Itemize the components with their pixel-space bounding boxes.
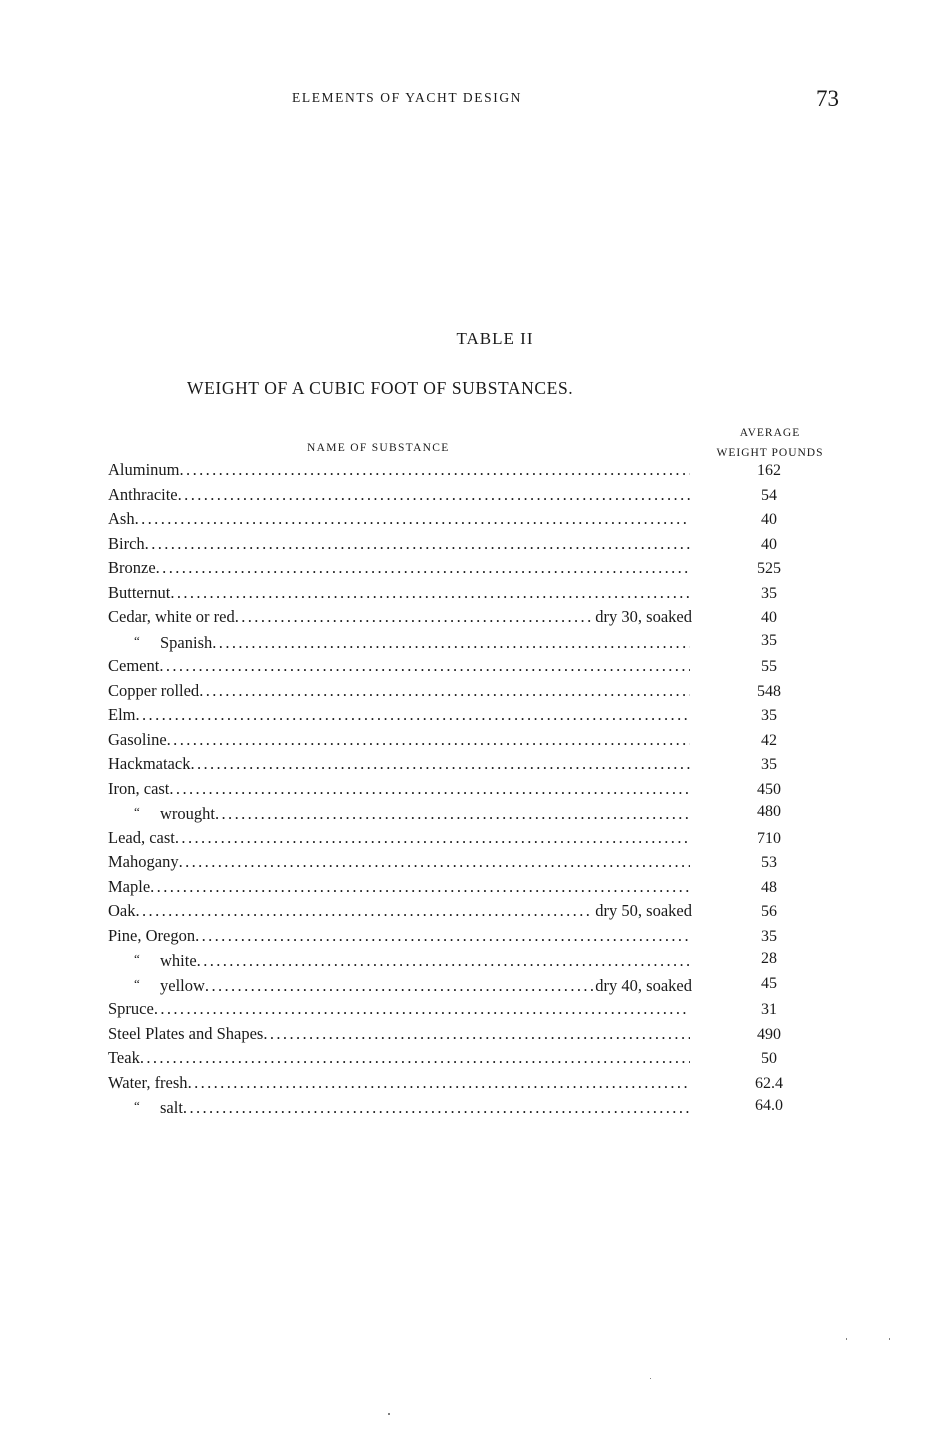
ditto-mark: “	[134, 804, 140, 819]
dot-leader	[154, 999, 690, 1019]
table-row	[108, 583, 848, 608]
dot-leader	[150, 877, 690, 897]
weight-value: 40	[761, 535, 777, 553]
table-row	[108, 754, 848, 779]
dot-leader	[159, 656, 690, 676]
table-row	[108, 607, 848, 632]
dot-leader	[169, 779, 690, 799]
weight-value: 54	[761, 486, 777, 504]
dot-leader	[197, 951, 690, 971]
table-row	[108, 656, 848, 681]
substance-cell	[108, 509, 692, 529]
weight-value: 56	[761, 903, 777, 920]
table-row	[108, 999, 848, 1024]
substance-cell	[108, 534, 692, 554]
substance-name: Mahogany	[108, 852, 179, 871]
dot-leader	[188, 1073, 690, 1093]
dot-leader	[235, 607, 594, 627]
weight-value: 64.0	[755, 1097, 783, 1114]
dot-leader	[180, 460, 690, 480]
substance-name: Pine, Oregon	[108, 925, 196, 945]
weight-value: 40	[761, 609, 777, 626]
weight-value: 525	[757, 560, 781, 577]
substance-cell	[108, 951, 692, 971]
substance-cell	[108, 558, 692, 578]
weight-value: 710	[757, 829, 781, 847]
dot-leader	[263, 1024, 690, 1044]
table-row	[108, 901, 848, 926]
dot-leader	[175, 828, 690, 848]
weight-value: 548	[757, 682, 781, 700]
substance-cell	[108, 607, 692, 627]
ditto-mark: “	[134, 632, 140, 648]
table-row	[108, 558, 848, 583]
dot-leader	[212, 633, 690, 653]
substance-name: Cement	[108, 656, 160, 675]
column-header-weight	[690, 423, 850, 463]
substance-cell	[108, 1098, 692, 1118]
substance-name: wrought	[160, 804, 215, 823]
substance-cell	[108, 852, 692, 872]
substance-name: Maple	[108, 876, 151, 896]
substance-name: Hackmatack	[108, 754, 191, 773]
table-row	[108, 509, 848, 534]
dot-leader	[136, 901, 594, 921]
substance-name: Butternut	[108, 582, 171, 602]
weight-value: 45	[761, 974, 777, 992]
substance-name: Spanish	[160, 632, 213, 652]
table-row	[108, 828, 848, 853]
substance-cell	[108, 681, 692, 701]
substance-name: salt	[160, 1098, 183, 1117]
scan-speck	[846, 1338, 847, 1340]
substance-note: dry 50, soaked	[595, 901, 692, 920]
weight-value: 35	[761, 756, 777, 773]
page-number: 73	[816, 86, 839, 111]
weight-value: 35	[761, 631, 777, 649]
column-header-name: NAME OF SUBSTANCE	[307, 442, 450, 454]
dot-leader	[167, 730, 690, 750]
dot-leader	[140, 1048, 690, 1068]
column-header-weight-line1: AVERAGE	[739, 427, 801, 439]
substance-name: Gasoline	[108, 729, 167, 749]
substance-cell	[108, 754, 692, 774]
column-header-weight-line2: WEIGHT POUNDS	[716, 447, 824, 459]
substance-cell	[108, 485, 692, 505]
table-row	[108, 632, 848, 657]
substance-name: Ash	[108, 509, 135, 528]
substance-cell	[108, 976, 692, 996]
table-row	[108, 803, 848, 828]
table-row	[108, 705, 848, 730]
weight-value: 480	[757, 803, 781, 820]
table-row	[108, 1024, 848, 1049]
table-row	[108, 730, 848, 755]
substance-name: Oak	[108, 901, 136, 920]
dot-leader	[199, 681, 690, 701]
ditto-mark: “	[134, 951, 140, 966]
substance-name: Anthracite	[108, 484, 178, 504]
substance-cell	[108, 926, 692, 946]
scan-speck	[388, 1413, 390, 1415]
dot-leader	[170, 583, 690, 603]
substance-cell	[108, 901, 692, 921]
substance-name: white	[160, 951, 197, 970]
substance-name: Lead, cast	[108, 827, 175, 847]
substance-cell	[108, 1073, 692, 1093]
weight-value: 35	[761, 927, 777, 945]
substance-cell	[108, 633, 692, 653]
dot-leader	[178, 485, 690, 505]
substance-cell	[108, 1024, 692, 1044]
table-row	[108, 975, 848, 1000]
dot-leader	[205, 976, 593, 996]
substance-cell	[108, 656, 692, 676]
weight-value: 35	[761, 584, 777, 602]
substance-cell	[108, 779, 692, 799]
substance-cell	[108, 828, 692, 848]
weight-value: 55	[761, 658, 777, 675]
weight-value: 162	[757, 462, 781, 479]
substance-cell	[108, 583, 692, 603]
dot-leader	[145, 534, 690, 554]
dot-leader	[136, 705, 691, 725]
substance-name: yellow	[160, 975, 205, 995]
weight-value: 62.4	[755, 1074, 783, 1092]
weight-value: 48	[761, 878, 777, 896]
table-row	[108, 460, 848, 485]
substance-name: Birch	[108, 533, 145, 553]
weight-value: 40	[761, 511, 777, 528]
dot-leader	[183, 1098, 690, 1118]
scan-speck	[889, 1338, 890, 1340]
substance-cell	[108, 1048, 692, 1068]
table-row	[108, 534, 848, 559]
table-row	[108, 852, 848, 877]
substance-name: Iron, cast	[108, 778, 170, 798]
substance-name: Bronze	[108, 558, 156, 577]
substance-name: Teak	[108, 1048, 140, 1067]
substance-cell	[108, 705, 692, 725]
table-row	[108, 877, 848, 902]
dot-leader	[156, 558, 690, 578]
weight-value: 450	[757, 780, 781, 798]
dot-leader	[195, 926, 690, 946]
table-row	[108, 681, 848, 706]
substance-name: Cedar, white or red	[108, 607, 235, 626]
weight-value: 53	[761, 854, 777, 871]
weight-value: 31	[761, 1001, 777, 1018]
substance-note: dry 40, soaked	[595, 975, 692, 995]
table-row	[108, 950, 848, 975]
weight-value: 35	[761, 707, 777, 724]
table-row	[108, 1073, 848, 1098]
dot-leader	[190, 754, 690, 774]
ditto-mark: “	[134, 975, 140, 991]
substance-name: Elm	[108, 705, 136, 724]
substance-name: Water, fresh	[108, 1072, 188, 1092]
table-row	[108, 779, 848, 804]
table-title: TABLE II	[456, 329, 534, 348]
substance-note: dry 30, soaked	[595, 607, 692, 626]
substance-cell	[108, 999, 692, 1019]
dot-leader	[179, 852, 690, 872]
dot-leader	[215, 804, 690, 824]
weight-value: 50	[761, 1050, 777, 1067]
substance-cell	[108, 804, 692, 824]
weight-value: 28	[761, 950, 777, 967]
table-row	[108, 1048, 848, 1073]
substance-cell	[108, 877, 692, 897]
substance-name: Spruce	[108, 999, 154, 1018]
table-subtitle: WEIGHT OF A CUBIC FOOT OF SUBSTANCES.	[187, 378, 574, 398]
substance-cell	[108, 460, 692, 480]
ditto-mark: “	[134, 1098, 140, 1113]
substance-table	[108, 460, 848, 1122]
weight-value: 490	[757, 1025, 781, 1043]
substance-name: Steel Plates and Shapes	[108, 1023, 264, 1043]
substance-cell	[108, 730, 692, 750]
scan-speck	[650, 1378, 651, 1379]
weight-value: 42	[761, 731, 777, 749]
dot-leader	[135, 509, 690, 529]
table-row	[108, 485, 848, 510]
substance-name: Aluminum	[108, 460, 180, 479]
table-row	[108, 926, 848, 951]
table-row	[108, 1097, 848, 1122]
substance-name: Copper rolled	[108, 680, 200, 700]
running-head: ELEMENTS OF YACHT DESIGN	[292, 90, 523, 105]
